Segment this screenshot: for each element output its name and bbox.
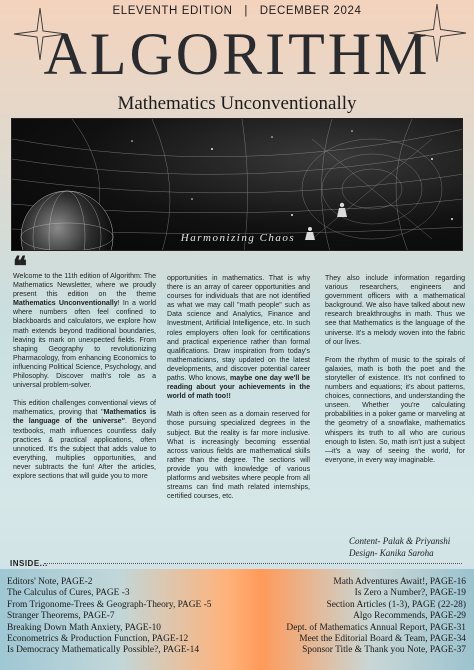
quote-icon: ❝ — [13, 252, 27, 281]
article-column-3 — [325, 274, 465, 474]
toc-item[interactable]: Dept. of Mathematics Annual Report, PAGE-31 — [286, 622, 466, 633]
credits — [349, 535, 450, 559]
article-paragraph — [167, 274, 310, 401]
toc-item[interactable]: Econometrics & Production Function, PAGE-12 — [7, 634, 189, 645]
toc-item[interactable]: Meet the Editorial Board & Team, PAGE-34 — [299, 634, 466, 645]
toc-item[interactable]: From Trigonome-Trees & Geograph-Theory, PAGE -5 — [7, 599, 212, 610]
article-text: opportunities in mathematics. That is why there is an array of career opportunities and courses for individuals that are not identified as what we may call "math people" such as Data science and Analytics, Finance and Investment, Artificial Intelligence, etc. In such roles employers often look for certifications and practical experience rather than formal qualifications. Draw inspiration from today's mathematicians, stay updated on the latest developments, and discover potential career paths. Who knows, — [167, 275, 310, 383]
newsletter-title: ALGORITHM — [43, 21, 431, 87]
article-emphasis: Mathematics Unconventionally — [13, 300, 118, 308]
article-text: . Beyond textbooks, math influences countless daily practices & practical applications, often unnoticed. It's the subject that adds value to everything, multiplies opportunities, and never subtracts the fun! After the articles, explore sections that will guide you to more — [13, 418, 156, 480]
toc-right-column — [286, 577, 466, 657]
inside-label: INSIDE... — [10, 559, 48, 568]
toc-item[interactable]: Algo Recommends, PAGE-29 — [353, 611, 466, 622]
toc-item[interactable]: Section Articles (1-3), PAGE (22-28) — [326, 599, 466, 610]
hero-image — [11, 118, 463, 251]
article-column-1 — [13, 272, 156, 490]
article-text: This edition challenges conventional views of mathematics, proving that " — [13, 400, 156, 417]
content-credit: Content- Palak & Priyanshi — [349, 536, 451, 546]
edition-separator: | — [244, 5, 248, 17]
hero-caption: Harmonizing Chaos — [180, 232, 296, 244]
toc-item[interactable]: Stranger Theorems, PAGE-7 — [7, 611, 115, 622]
toc-item[interactable]: Sponsor Title & Thank you Note, PAGE-37 — [302, 645, 466, 656]
toc-item[interactable]: Is Zero a Number?, PAGE-19 — [354, 588, 466, 599]
article-emphasis: maybe one day we'll be reading about your achievements in the world of math too!! — [167, 375, 311, 401]
design-credit: Design- Kanika Saroha — [349, 548, 434, 558]
newsletter-tagline: Mathematics Unconventionally — [117, 93, 357, 114]
edition-label: ELEVENTH EDITION — [112, 5, 233, 17]
article-paragraph — [13, 272, 156, 390]
toc-item[interactable]: Breaking Down Math Anxiety, PAGE-10 — [7, 622, 161, 633]
masthead-header — [0, 0, 474, 118]
article-column-2 — [167, 274, 310, 510]
edition-bar — [0, 5, 474, 17]
toc-item[interactable]: Is Democracy Mathematically Possible?, PAGE-14 — [7, 645, 200, 656]
toc-left-column — [7, 577, 211, 657]
article-paragraph — [13, 399, 156, 481]
toc-item[interactable]: Math Adventures Await!, PAGE-16 — [333, 577, 466, 587]
article-paragraph: They also include information regarding various researchers, engineers and government officers with a mathematical background. We also have talked about new research breakthroughs in math. Thus we see that Mathematics is the language of the universe. It's a melody woven into the fabric of our lives. — [325, 275, 465, 346]
edition-date: DECEMBER 2024 — [259, 5, 362, 17]
inside-divider — [44, 563, 462, 564]
article-paragraph: Math is often seen as a domain reserved for those pursuing specialized degrees in the subject. But the reality is far more inclusive. What is increasingly becoming essential across various fields are mathematical skills rather than the degree. The sections will provide you with knowledge of various platforms and websites where people from all streams can find math related internships, certified courses, etc. — [167, 411, 310, 501]
article-paragraph: From the rhythm of music to the spirals of galaxies, math is both the poet and the storyteller of existence. It's not confined to numbers and equations; it's about patterns, choices, connections, and understanding the unseen. Whether you're calculating probabilities in a poker game or marveling at the geometry of a snowflake, mathematics whispers its truth to all who are curious enough to listen. So, math isn't just a subject—it's a way of seeing the world, for everyone, in every way imaginable. — [325, 356, 465, 464]
article-text: Welcome to the 11th edition of Algorithm: The Mathematics Newsletter, where we proudly present this edition on the theme — [13, 273, 156, 299]
toc-item[interactable]: The Calculus of Cures, PAGE -3 — [7, 588, 130, 599]
toc-item[interactable]: Editors' Note, PAGE-2 — [7, 577, 93, 587]
article-emphasis: Mathematics is the language of the universe" — [13, 409, 156, 426]
article-text: ! In a world where numbers often feel confined to blackboards and calculators, we explore how math extends beyond traditional boundaries, leaving its mark on unexpected fields. From shaping Geography to revolutionizing Pharmacology, from enhancing Economics to influencing Political Science, Psychology, and Philosophy. Discover math's role as a universal problem-solver. — [13, 300, 156, 390]
table-of-contents — [0, 569, 474, 670]
